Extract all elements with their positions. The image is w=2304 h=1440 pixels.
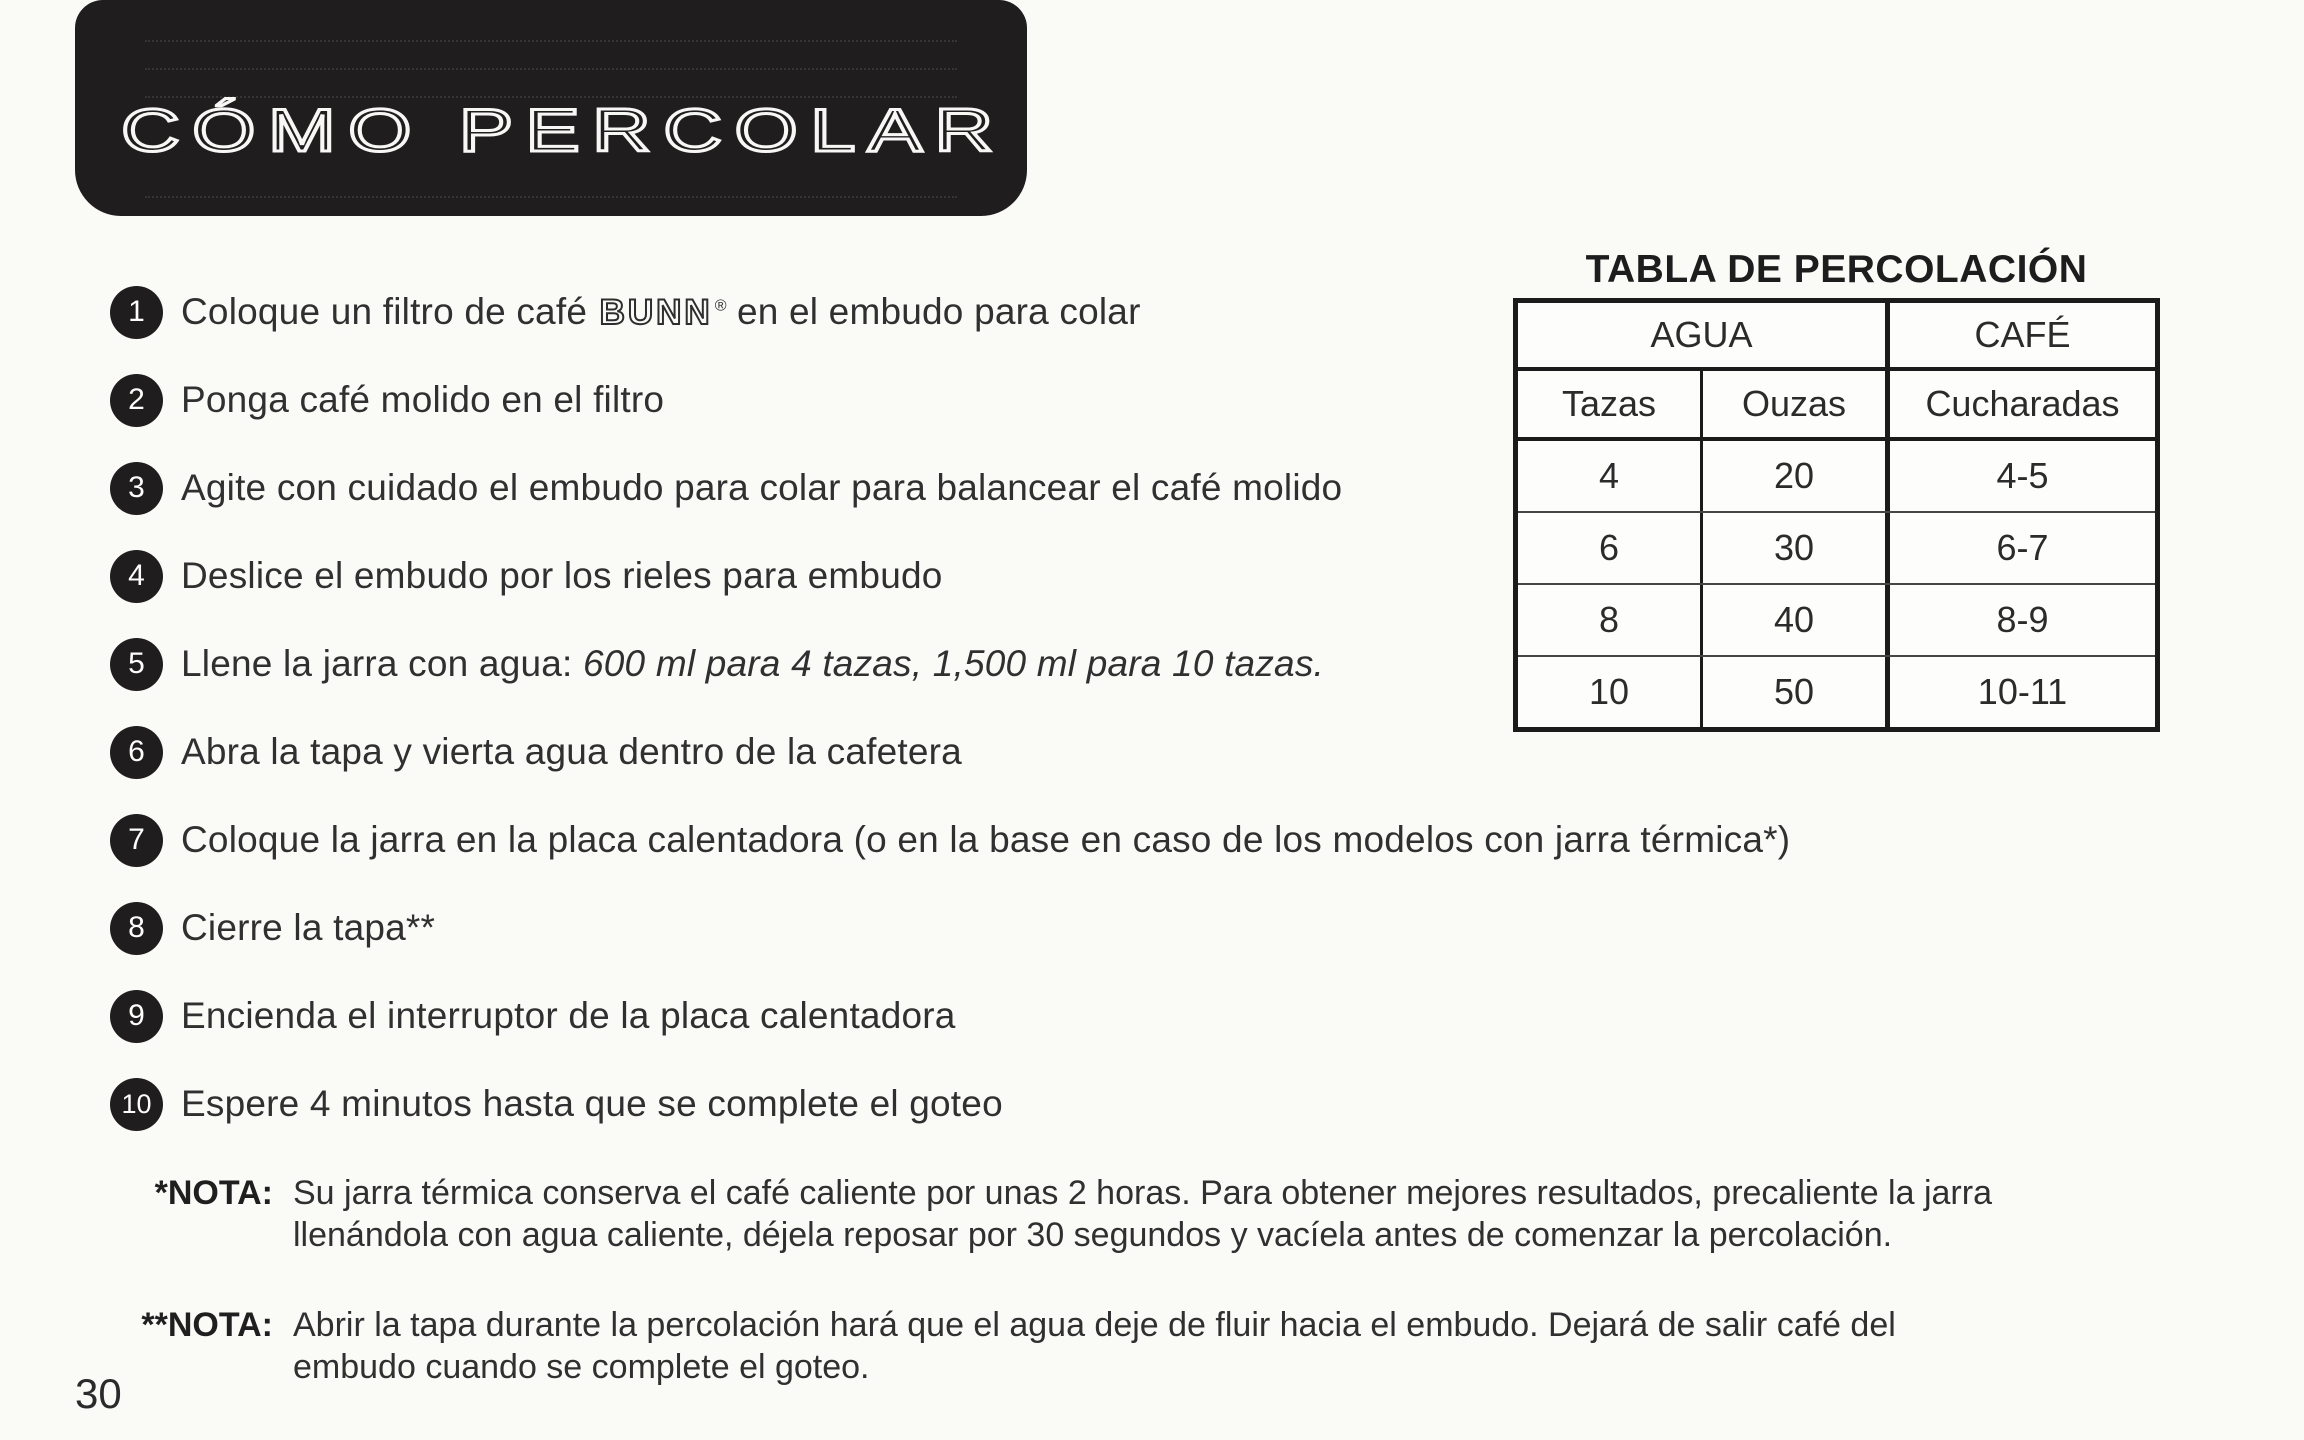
step-text-pre: Coloque un filtro de café xyxy=(181,291,598,332)
step-text: Encienda el interruptor de la placa calentadora xyxy=(181,995,956,1036)
note-label: **NOTA: xyxy=(141,1306,273,1344)
step-text: Deslice el embudo por los rieles para embudo xyxy=(181,555,943,596)
note-thermal-carafe xyxy=(77,1172,1992,1256)
decorative-dotted-line xyxy=(145,196,957,198)
cell-ouzas: 30 xyxy=(1700,513,1885,583)
table-title: TABLA DE PERCOLACIÓN xyxy=(1585,248,2088,291)
cell-ouzas: 40 xyxy=(1700,585,1885,655)
step-text: Espere 4 minutos hasta que se complete el goteo xyxy=(181,1083,1003,1124)
cell-ouzas: 20 xyxy=(1700,441,1885,511)
table-row xyxy=(1518,511,2155,583)
note-line: embudo cuando se complete el goteo. xyxy=(293,1348,870,1386)
note-line: Abrir la tapa durante la percolación hará que el agua deje de fluir hacia el embudo. Dejará de salir café del xyxy=(293,1306,1896,1344)
cell-cucharadas: 4-5 xyxy=(1885,441,2155,511)
table-column-header-row xyxy=(1518,371,2155,441)
step-number-badge: 5 xyxy=(110,638,163,691)
percolation-table xyxy=(1513,298,2160,732)
note-line: Su jarra térmica conserva el café caliente por unas 2 horas. Para obtener mejores resultados, precaliente la jarra xyxy=(293,1174,1992,1212)
note-text xyxy=(293,1172,1992,1256)
column-header-tazas: Tazas xyxy=(1561,383,1657,424)
cell-tazas: 4 xyxy=(1598,455,1620,496)
note-line: llenándola con agua caliente, déjela reposar por 30 segundos y vacíela antes de comenzar la percolación. xyxy=(293,1216,1893,1254)
decorative-dotted-line xyxy=(145,40,957,42)
note-label: *NOTA: xyxy=(154,1174,273,1212)
step-text: Coloque la jarra en la placa calentadora (o en la base en caso de los modelos con jarra térmica*) xyxy=(181,819,1791,860)
cell-tazas: 8 xyxy=(1598,599,1620,640)
page-title: CÓMO PERCOLAR xyxy=(121,97,1006,164)
step-text-italic: 600 ml para 4 tazas, 1,500 ml para 10 tazas. xyxy=(583,643,1324,684)
step-number-badge: 3 xyxy=(110,462,163,515)
step-row-9 xyxy=(110,972,1790,1060)
step-number-badge: 1 xyxy=(110,286,163,339)
step-number-badge: 4 xyxy=(110,550,163,603)
bunn-logo-text: BUNN xyxy=(599,293,713,332)
cell-ouzas: 50 xyxy=(1700,657,1885,727)
step-number-badge: 8 xyxy=(110,902,163,955)
section-header-banner xyxy=(75,0,1027,216)
group-header-cafe: CAFÉ xyxy=(1885,303,2155,367)
step-number-badge: 9 xyxy=(110,990,163,1043)
step-row-7 xyxy=(110,796,1790,884)
cell-cucharadas: 6-7 xyxy=(1885,513,2155,583)
table-row xyxy=(1518,655,2155,727)
step-text: Abra la tapa y vierta agua dentro de la cafetera xyxy=(181,731,962,772)
step-text: Agite con cuidado el embudo para colar para balancear el café molido xyxy=(181,467,1343,508)
step-text-pre: Llene la jarra con agua: xyxy=(181,643,583,684)
step-number-badge: 2 xyxy=(110,374,163,427)
note-text xyxy=(293,1304,1896,1388)
step-text: Ponga café molido en el filtro xyxy=(181,379,665,420)
notes-section xyxy=(77,1172,1992,1436)
page-number: 30 xyxy=(75,1370,122,1417)
step-row-8 xyxy=(110,884,1790,972)
cell-cucharadas: 8-9 xyxy=(1885,585,2155,655)
group-header-agua: AGUA xyxy=(1650,314,1753,355)
step-text-post: en el embudo para colar xyxy=(726,291,1141,332)
step-text: Cierre la tapa** xyxy=(181,907,436,948)
note-open-lid xyxy=(77,1304,1992,1388)
cell-cucharadas: 10-11 xyxy=(1885,657,2155,727)
step-number-badge: 7 xyxy=(110,814,163,867)
step-text xyxy=(181,643,1324,685)
column-header-cucharadas: Cucharadas xyxy=(1885,371,2155,437)
decorative-dotted-line xyxy=(145,68,957,70)
step-text xyxy=(181,291,1141,333)
step-number-badge: 10 xyxy=(110,1078,163,1131)
step-row-10 xyxy=(110,1060,1790,1148)
table-row xyxy=(1518,441,2155,511)
column-header-ouzas: Ouzas xyxy=(1700,371,1885,437)
cell-tazas: 6 xyxy=(1598,527,1620,568)
cell-tazas: 10 xyxy=(1588,671,1630,712)
table-row xyxy=(1518,583,2155,655)
step-number-badge: 6 xyxy=(110,726,163,779)
registered-mark: ® xyxy=(714,297,727,315)
table-group-header-row xyxy=(1518,303,2155,371)
